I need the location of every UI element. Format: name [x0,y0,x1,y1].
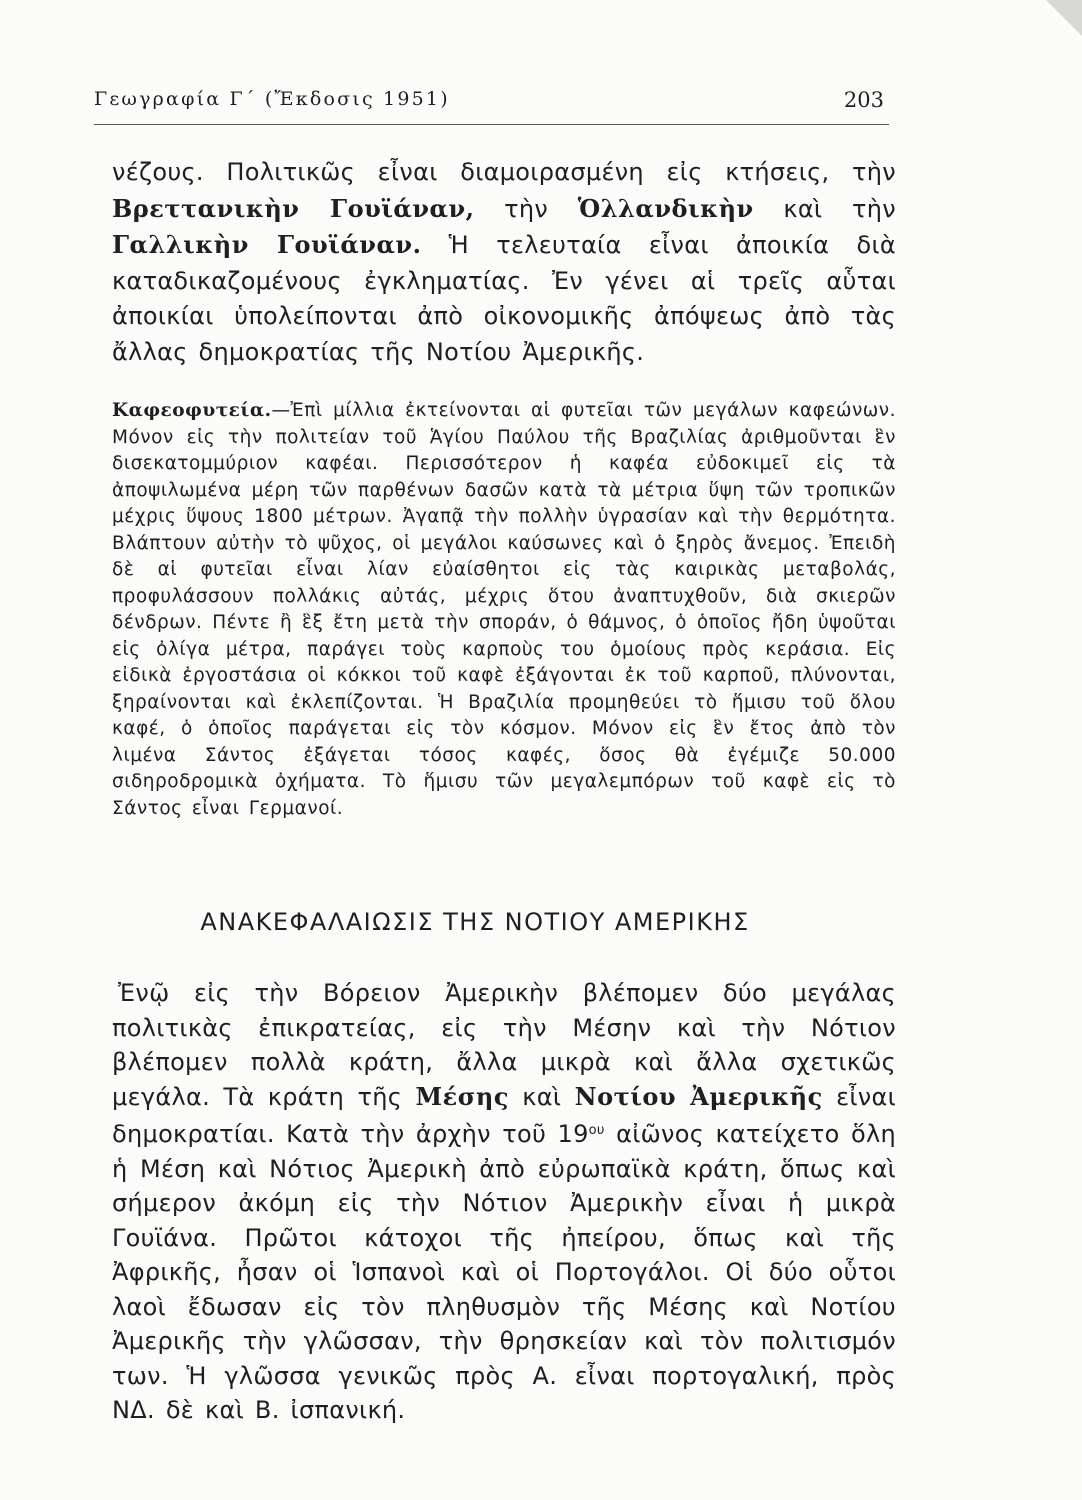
bold-term-central: Μέσης [415,1081,509,1111]
text-run: αἰῶνος κατείχετο ὅλη ἡ Μέση καὶ Νότιος Ἀμερικὴ ἀπὸ εὐρωπαϊκὰ κράτη, ὅπως καὶ σήμερον ἀκόμη εἰς τὴν Νότιον Ἀμερικὴν εἶναι ἡ μικρὰ Γουϊάνα. Πρῶτοι κάτοχοι τῆς ἠπείρου, ὅπως καὶ τῆς Ἀφρικῆς, ἦσαν οἱ Ἱσπανοὶ καὶ οἱ Πορτογάλοι. Οἱ δύο οὗτοι λαοὶ ἔδωσαν εἰς τὸν πληθυσμὸν τῆς Μέσης καὶ Νοτίου Ἀμερικῆς τὴν γλῶσσαν, τὴν θρησκείαν καὶ τὸν πολιτισμόν των. Ἡ γλῶσσα γενικῶς πρὸς Α. εἶναι πορτογαλική, πρὸς ΝΔ. δὲ καὶ Β. ἰσπανική. [112,1120,896,1424]
paragraph-coffee-plantations [112,398,896,822]
text-run: νέζους. Πολιτικῶς εἶναι διαμοιρασμένη εἰς κτήσεις, τὴν [112,158,896,186]
text-run: καὶ τὴν [753,194,896,223]
bold-term-dutch-guiana: Ὁλλανδικὴν [577,193,754,223]
page-number: 203 [843,88,884,112]
running-title: Γεωγραφία Γ΄ (Ἔκδοσις 1951) [94,88,450,110]
text-run: Ἡ τελευταία εἶναι ἀποικία διὰ καταδικαζομένους ἐγκληματίας. Ἐν γένει αἱ τρεῖς αὗται ἀποικίαι ὑπολείπονται ἀπὸ οἰκονομικῆς ἀπόψεως ἀπὸ τὰς ἄλλας δημοκρατίας τῆς Νοτίου Ἀμερικῆς. [112,231,896,366]
bold-term-south-america: Νοτίου Ἀμερικῆς [574,1081,823,1111]
header-rule [94,124,889,125]
ordinal-superscript: ου [588,1123,605,1138]
text-run: —Ἐπὶ μίλλια ἐκτείνονται αἱ φυτεῖαι τῶν μεγάλων καφεώνων. Μόνον εἰς τὴν πολιτείαν τοῦ Ἁγίου Παύλου τῆς Βραζιλίας ἀριθμοῦνται ἓν δισεκατομμύριον καφέαι. Περισσότερον ἡ καφέα εὐδοκιμεῖ εἰς τὰ ἀποψιλωμένα μέρη τῶν παρθένων δασῶν κατὰ τὰ μέτρια ὕψη τῶν τροπικῶν μέχρις ὕψους 1800 μέτρων. Ἀγαπᾷ τὴν πολλὴν ὑγρασίαν καὶ τὴν θερμότητα. Βλάπτουν αὐτὴν τὸ ψῦχος, οἱ μεγάλοι καύσωνες καὶ ὁ ξηρὸς ἄνεμος. Ἐπειδὴ δὲ αἱ φυτεῖαι εἶναι λίαν εὐαίσθητοι εἰς τὰς καιρικὰς μεταβολάς, προφυλάσσουν πολλάκις αὐτάς, μέχρις ὅτου ἀναπτυχθοῦν, διὰ σκιερῶν δένδρων. Πέντε ἢ ἓξ ἔτη μετὰ τὴν σποράν, ὁ θάμνος, ὁ ὁποῖος ἤδη ὑψοῦται εἰς ὀλίγα μέτρα, παράγει τοὺς καρποὺς του ὁμοίους πρὸς κεράσια. Εἰς εἰδικὰ ἐργοστάσια οἱ κόκκοι τοῦ καφὲ ἐξάγονται ἐκ τοῦ καρποῦ, πλύνονται, ξηραίνονται καὶ ἐκλεπίζονται. Ἡ Βραζιλία προμηθεύει τὸ ἥμισυ τοῦ ὅλου καφέ, ὁ ὁποῖος παράγεται εἰς τὸν κόσμον. Μόνον εἰς ἓν ἔτος ἀπὸ τὸν λιμένα Σάντος ἐξάγεται τόσος καφές, ὅσος θὰ ἐγέμιζε 50.000 σιδηροδρομικὰ ὀχήματα. Τὸ ἥμισυ τῶν μεγαλεμπόρων τοῦ καφὲ εἰς τὸ Σάντος εἶναι Γερμανοί. [112,400,896,819]
text-run: εἶναι δημοκρατίαι. Κατὰ τὴν ἀρχὴν τοῦ 19 [112,1082,897,1148]
paragraph-guianas [112,155,896,370]
text-run: Ἐνῷ εἰς τὴν Βόρειον Ἀμερικὴν βλέπομεν δύο μεγάλας πολιτικὰς ἐπικρατείας, εἰς τὴν Μέσην καὶ τὴν Νότιον βλέπομεν πολλὰ κράτη, ἄλλα μικρὰ καὶ ἄλλα σχετικῶς μεγάλα. Τὰ κράτη τῆς [112,979,896,1111]
paragraph-summary [112,976,896,1428]
page-corner-shadow [1046,0,1082,36]
section-title: ΑΝΑΚΕΦΑΛΑΙΩΣΙΣ ΤΗΣ ΝΟΤΙΟΥ ΑΜΕΡΙΚΗΣ [200,908,750,936]
page-header [94,88,884,122]
run-in-heading: Καφεοφυτεία. [112,400,272,421]
text-run: καὶ [508,1082,575,1111]
bold-term-french-guiana: Γαλλικὴν Γουϊάναν. [112,230,422,259]
text-run: τὴν [474,194,578,223]
bold-term-british-guiana: Βρεττανικὴν Γουϊάναν, [112,193,475,223]
